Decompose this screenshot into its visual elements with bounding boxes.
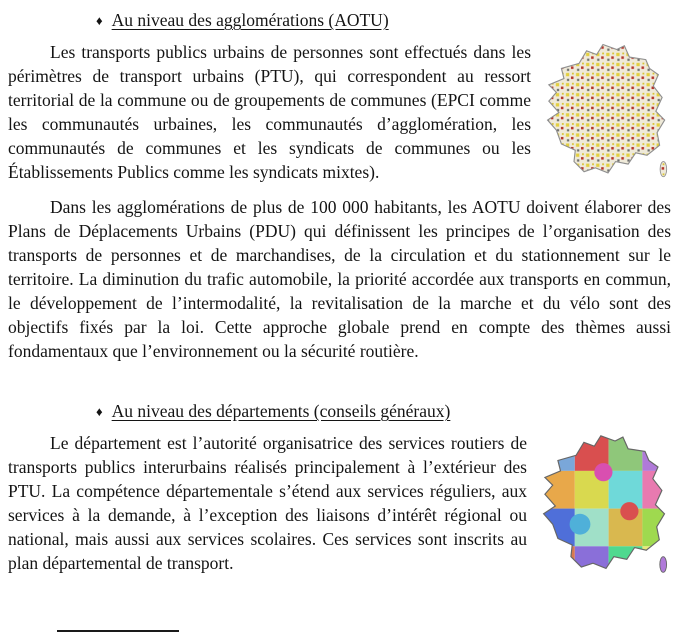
- france-departements-map-svg: [541, 433, 671, 579]
- cropped-next-heading-line: [57, 630, 179, 632]
- france-departements-map-image: [541, 433, 671, 585]
- section-heading-agglomerations: [96, 8, 671, 33]
- diamond-bullet-icon: ♦: [96, 13, 103, 28]
- paragraph-departements-1: Le département est l’autorité organisatrice des services routiers de transports publics interurbains réalisés principalement à l’extérieur des PTU. La compétence départementale s’étend aux services réguliers, aux services à la demande, à l’exception des liaisons d’intérêt régional ou national, mais aussi aux services scolaires. Ces services sont inscrits au plan départemental de transport.: [8, 433, 527, 573]
- section-heading-departements: [96, 399, 671, 424]
- paragraph-agglomerations-1: Les transports publics urbains de personnes sont effectués dans les périmètres de transport urbains (PTU), qui correspondent au ressort territorial de la commune ou de groupements de communes (EPCI comme les communautés urbaines, les communautés d’agglomération, les communautés de communes et les syndicats de communes ou les Établissements Publics comme les syndicats mixtes).: [8, 42, 531, 182]
- section-heading-text: Au niveau des départements (conseils généraux): [111, 401, 451, 421]
- france-communes-map-svg: [545, 42, 671, 183]
- paragraph-agglomerations-2: Dans les agglomérations de plus de 100 000 habitants, les AOTU doivent élaborer des Plans de Déplacements Urbains (PDU) qui définissent les principes de l’organisation des transports de personnes et de marchandises, de la circulation et du stationnement sur le territoire. La diminution du trafic automobile, la priorité accordée aux transports en commun, le développement de l’intermodalité, la revitalisation de la marche et du vélo sont des objectifs fixés par la loi. Cette approche globale prend en compte des thèmes aussi fondamentaux que l’environnement ou la sécurité routière.: [8, 197, 671, 361]
- section-heading-text: Au niveau des agglomérations (AOTU): [111, 10, 389, 30]
- diamond-bullet-icon: ♦: [96, 404, 103, 419]
- france-communes-map-image: [545, 42, 671, 189]
